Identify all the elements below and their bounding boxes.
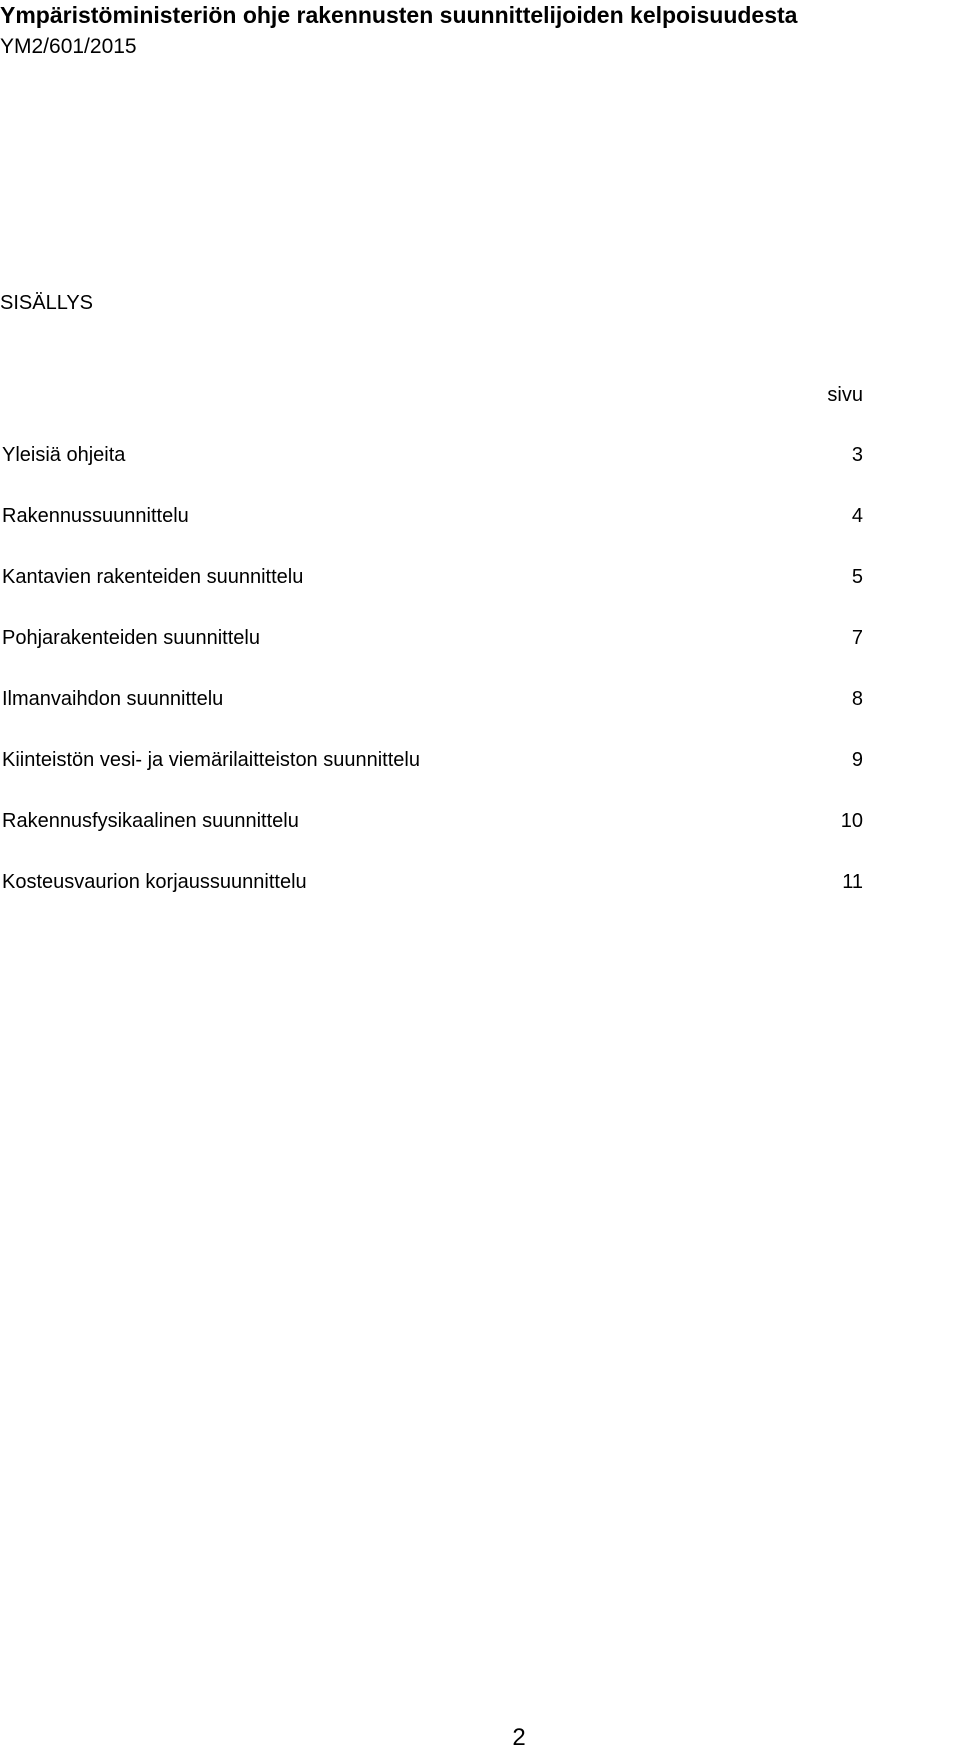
table-of-contents	[0, 441, 863, 929]
toc-entry-page: 5	[851, 566, 863, 588]
document-title: Ympäristöministeriön ohje rakennusten suunnittelijoiden kelpoisuudesta	[0, 2, 798, 28]
toc-entry-label: Ilmanvaihdon suunnittelu	[2, 688, 224, 710]
toc-entry-label: Rakennusfysikaalinen suunnittelu	[2, 810, 299, 832]
page-column-label: sivu	[827, 384, 863, 406]
toc-entry-label: Rakennussuunnittelu	[2, 505, 189, 527]
toc-entry-page: 10	[840, 810, 863, 832]
toc-entry	[0, 624, 863, 685]
toc-entry-label: Yleisiä ohjeita	[2, 444, 126, 466]
toc-entry-label: Kiinteistön vesi- ja viemärilaitteiston suunnittelu	[2, 749, 420, 771]
toc-entry-page: 4	[851, 505, 863, 527]
toc-entry-label: Pohjarakenteiden suunnittelu	[2, 627, 260, 649]
toc-entry-page: 8	[851, 688, 863, 710]
toc-entry	[0, 746, 863, 807]
toc-entry-page: 7	[851, 627, 863, 649]
toc-entry	[0, 502, 863, 563]
toc-entry-label: Kantavien rakenteiden suunnittelu	[2, 566, 304, 588]
toc-entry	[0, 563, 863, 624]
toc-entry-page: 11	[842, 871, 863, 893]
toc-entry	[0, 685, 863, 746]
toc-entry	[0, 807, 863, 868]
toc-entry-page: 9	[851, 749, 863, 771]
toc-entry-label: Kosteusvaurion korjaussuunnittelu	[2, 871, 307, 893]
page-number: 2	[512, 1724, 526, 1751]
toc-entry	[0, 868, 863, 929]
document-code: YM2/601/2015	[0, 35, 137, 58]
toc-entry	[0, 441, 863, 502]
toc-heading: SISÄLLYS	[0, 292, 94, 314]
toc-entry-page: 3	[851, 444, 863, 466]
